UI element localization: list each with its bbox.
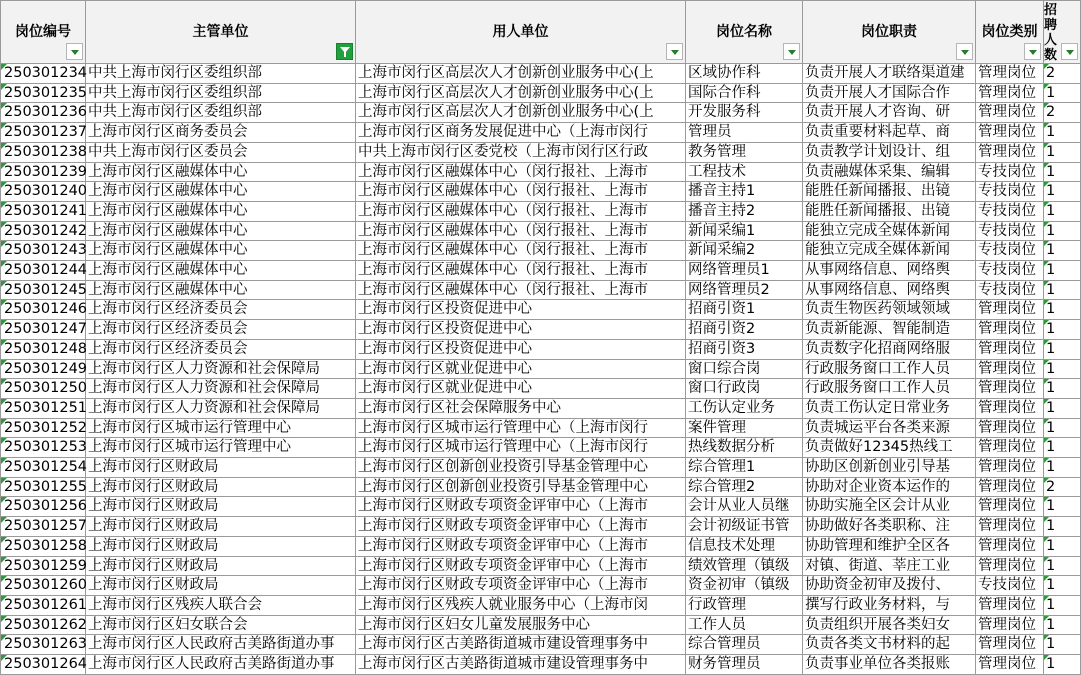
cell-post-id[interactable]: 250301255: [1, 477, 86, 497]
cell-employer[interactable]: 上海市闵行区残疾人就业服务中心（上海市闵: [356, 595, 686, 615]
cell-post-id[interactable]: 250301246: [1, 300, 86, 320]
cell-post-id[interactable]: 250301247: [1, 320, 86, 340]
cell-post-id[interactable]: 250301242: [1, 221, 86, 241]
cell-employer[interactable]: 上海市闵行区财政专项资金评审中心（上海市: [356, 556, 686, 576]
cell-supervising-unit[interactable]: 中共上海市闵行区委组织部: [86, 64, 356, 84]
cell-post-duties[interactable]: 负责数字化招商网络服: [803, 339, 976, 359]
header-label: 招聘人数: [1044, 3, 1058, 63]
cell-post-category[interactable]: 管理岗位: [976, 497, 1044, 517]
cell-hiring-count[interactable]: 1: [1044, 615, 1081, 635]
table-row[interactable]: [1, 182, 1081, 202]
table-row[interactable]: [1, 438, 1081, 458]
cell-post-duties[interactable]: 撰写行政业务材料，与: [803, 595, 976, 615]
cell-post-duties[interactable]: 行政服务窗口工作人员: [803, 359, 976, 379]
cell-hiring-count[interactable]: 1: [1044, 261, 1081, 281]
table-row[interactable]: [1, 83, 1081, 103]
cell-post-category[interactable]: 管理岗位: [976, 595, 1044, 615]
cell-post-duties[interactable]: 协助资金初审及拨付、: [803, 576, 976, 596]
cell-post-id[interactable]: 250301250: [1, 379, 86, 399]
cell-supervising-unit[interactable]: 上海市闵行区财政局: [86, 536, 356, 556]
cell-hiring-count[interactable]: 1: [1044, 221, 1081, 241]
cell-post-id[interactable]: 250301241: [1, 201, 86, 221]
table-row[interactable]: [1, 655, 1081, 675]
cell-post-duties[interactable]: 从事网络信息、网络舆: [803, 261, 976, 281]
cell-post-id[interactable]: 250301251: [1, 398, 86, 418]
cell-post-name[interactable]: 综合管理2: [686, 477, 803, 497]
cell-post-name[interactable]: 会计从业人员继: [686, 497, 803, 517]
cell-hiring-count[interactable]: 2: [1044, 103, 1081, 123]
cell-post-duties[interactable]: 从事网络信息、网络舆: [803, 280, 976, 300]
cell-post-duties[interactable]: 负责生物医药领域领域: [803, 300, 976, 320]
filter-dropdown-icon[interactable]: [1024, 43, 1041, 60]
cell-post-id[interactable]: 250301238: [1, 142, 86, 162]
cell-post-category[interactable]: 专技岗位: [976, 182, 1044, 202]
cell-employer[interactable]: 上海市闵行区财政专项资金评审中心（上海市: [356, 517, 686, 537]
cell-employer[interactable]: 上海市闵行区创新创业投资引导基金管理中心: [356, 458, 686, 478]
cell-supervising-unit[interactable]: 上海市闵行区经济委员会: [86, 320, 356, 340]
cell-post-id[interactable]: 250301253: [1, 438, 86, 458]
cell-post-id[interactable]: 250301240: [1, 182, 86, 202]
cell-hiring-count[interactable]: 1: [1044, 162, 1081, 182]
cell-hiring-count[interactable]: 1: [1044, 300, 1081, 320]
cell-post-duties[interactable]: 负责教学计划设计、组: [803, 142, 976, 162]
cell-post-category[interactable]: 专技岗位: [976, 576, 1044, 596]
cell-post-duties[interactable]: 负责各类文书材料的起: [803, 635, 976, 655]
cell-employer[interactable]: 上海市闵行区妇女儿童发展服务中心: [356, 615, 686, 635]
cell-post-name[interactable]: 综合管理员: [686, 635, 803, 655]
cell-employer[interactable]: 上海市闵行区财政专项资金评审中心（上海市: [356, 536, 686, 556]
cell-post-duties[interactable]: 能独立完成全媒体新闻: [803, 241, 976, 261]
cell-post-name[interactable]: 财务管理员: [686, 655, 803, 675]
cell-hiring-count[interactable]: 1: [1044, 339, 1081, 359]
table-row[interactable]: [1, 418, 1081, 438]
cell-post-category[interactable]: 专技岗位: [976, 162, 1044, 182]
filter-dropdown-icon[interactable]: [1061, 43, 1078, 60]
cell-supervising-unit[interactable]: 上海市闵行区城市运行管理中心: [86, 438, 356, 458]
header-label: 岗位类别: [981, 24, 1038, 40]
cell-post-duties[interactable]: 负责融媒体采集、编辑: [803, 162, 976, 182]
cell-supervising-unit[interactable]: 上海市闵行区城市运行管理中心: [86, 418, 356, 438]
cell-post-name[interactable]: 国际合作科: [686, 83, 803, 103]
cell-post-name[interactable]: 窗口行政岗: [686, 379, 803, 399]
cell-employer[interactable]: 上海市闵行区融媒体中心（闵行报社、上海市: [356, 221, 686, 241]
table-row[interactable]: [1, 320, 1081, 340]
cell-post-category[interactable]: 专技岗位: [976, 280, 1044, 300]
table-row[interactable]: [1, 398, 1081, 418]
cell-post-category[interactable]: 管理岗位: [976, 142, 1044, 162]
cell-post-category[interactable]: 管理岗位: [976, 458, 1044, 478]
cell-post-name[interactable]: 教务管理: [686, 142, 803, 162]
cell-post-id[interactable]: 250301239: [1, 162, 86, 182]
cell-supervising-unit[interactable]: 上海市闵行区经济委员会: [86, 339, 356, 359]
cell-hiring-count[interactable]: 1: [1044, 635, 1081, 655]
cell-post-id[interactable]: 250301262: [1, 615, 86, 635]
cell-supervising-unit[interactable]: 上海市闵行区财政局: [86, 517, 356, 537]
cell-hiring-count[interactable]: 1: [1044, 517, 1081, 537]
cell-employer[interactable]: 上海市闵行区就业促进中心: [356, 379, 686, 399]
cell-hiring-count[interactable]: 1: [1044, 241, 1081, 261]
filter-dropdown-icon[interactable]: [956, 43, 973, 60]
cell-supervising-unit[interactable]: 中共上海市闵行区委组织部: [86, 103, 356, 123]
cell-post-id[interactable]: 250301261: [1, 595, 86, 615]
cell-supervising-unit[interactable]: 上海市闵行区人力资源和社会保障局: [86, 379, 356, 399]
cell-post-duties[interactable]: 负责组织开展各类妇女: [803, 615, 976, 635]
cell-supervising-unit[interactable]: 上海市闵行区融媒体中心: [86, 261, 356, 281]
header-row: [1, 1, 1081, 64]
cell-employer[interactable]: 上海市闵行区投资促进中心: [356, 339, 686, 359]
table-row[interactable]: [1, 359, 1081, 379]
table-row[interactable]: [1, 221, 1081, 241]
cell-post-name[interactable]: 绩效管理（镇级: [686, 556, 803, 576]
cell-post-id[interactable]: 250301263: [1, 635, 86, 655]
cell-employer[interactable]: 上海市闵行区融媒体中心（闵行报社、上海市: [356, 201, 686, 221]
cell-employer[interactable]: 上海市闵行区古美路街道城市建设管理事务中: [356, 655, 686, 675]
table-row[interactable]: [1, 497, 1081, 517]
cell-post-name[interactable]: 播音主持2: [686, 201, 803, 221]
table-body: [1, 64, 1081, 675]
cell-post-name[interactable]: 热线数据分析: [686, 438, 803, 458]
cell-post-duties[interactable]: 能独立完成全媒体新闻: [803, 221, 976, 241]
cell-employer[interactable]: 上海市闵行区城市运行管理中心（上海市闵行: [356, 418, 686, 438]
cell-post-duties[interactable]: 负责做好12345热线工: [803, 438, 976, 458]
cell-employer[interactable]: 上海市闵行区融媒体中心（闵行报社、上海市: [356, 182, 686, 202]
cell-post-name[interactable]: 网络管理员1: [686, 261, 803, 281]
header-post-id[interactable]: [1, 1, 86, 64]
cell-post-duties[interactable]: 行政服务窗口工作人员: [803, 379, 976, 399]
cell-post-name[interactable]: 案件管理: [686, 418, 803, 438]
cell-post-id[interactable]: 250301249: [1, 359, 86, 379]
cell-post-duties[interactable]: 能胜任新闻播报、出镜: [803, 182, 976, 202]
cell-hiring-count[interactable]: 1: [1044, 497, 1081, 517]
header-label: 岗位编号: [15, 24, 71, 40]
cell-employer[interactable]: 上海市闵行区财政专项资金评审中心（上海市: [356, 576, 686, 596]
cell-post-category[interactable]: 管理岗位: [976, 418, 1044, 438]
cell-post-duties[interactable]: 协助对企业资本运作的: [803, 477, 976, 497]
cell-hiring-count[interactable]: 1: [1044, 418, 1081, 438]
cell-supervising-unit[interactable]: 上海市闵行区财政局: [86, 556, 356, 576]
cell-supervising-unit[interactable]: 上海市闵行区残疾人联合会: [86, 595, 356, 615]
cell-post-category[interactable]: 专技岗位: [976, 201, 1044, 221]
table-row[interactable]: [1, 280, 1081, 300]
table-row[interactable]: [1, 241, 1081, 261]
table-row[interactable]: [1, 576, 1081, 596]
cell-hiring-count[interactable]: 1: [1044, 536, 1081, 556]
cell-employer[interactable]: 上海市闵行区社会保障服务中心: [356, 398, 686, 418]
cell-supervising-unit[interactable]: 上海市闵行区人力资源和社会保障局: [86, 398, 356, 418]
cell-post-duties[interactable]: 负责开展人才咨询、研: [803, 103, 976, 123]
cell-supervising-unit[interactable]: 上海市闵行区妇女联合会: [86, 615, 356, 635]
cell-post-id[interactable]: 250301257: [1, 517, 86, 537]
cell-supervising-unit[interactable]: 上海市闵行区融媒体中心: [86, 241, 356, 261]
cell-post-category[interactable]: 管理岗位: [976, 635, 1044, 655]
cell-post-duties[interactable]: 负责城运平台各类来源: [803, 418, 976, 438]
cell-post-duties[interactable]: 协助做好各类职称、注: [803, 517, 976, 537]
cell-post-name[interactable]: 工作人员: [686, 615, 803, 635]
filter-dropdown-icon[interactable]: [666, 43, 683, 60]
cell-employer[interactable]: 上海市闵行区投资促进中心: [356, 320, 686, 340]
cell-post-name[interactable]: 网络管理员2: [686, 280, 803, 300]
filter-dropdown-icon[interactable]: [66, 43, 83, 60]
cell-supervising-unit[interactable]: 上海市闵行区财政局: [86, 458, 356, 478]
table-row[interactable]: [1, 379, 1081, 399]
cell-employer[interactable]: 上海市闵行区高层次人才创新创业服务中心(上: [356, 83, 686, 103]
cell-post-id[interactable]: 250301256: [1, 497, 86, 517]
cell-employer[interactable]: 上海市闵行区融媒体中心（闵行报社、上海市: [356, 241, 686, 261]
cell-post-name[interactable]: 招商引资3: [686, 339, 803, 359]
cell-employer[interactable]: 中共上海市闵行区委党校（上海市闵行区行政: [356, 142, 686, 162]
filter-active-icon[interactable]: [336, 43, 353, 60]
table-row[interactable]: [1, 201, 1081, 221]
cell-hiring-count[interactable]: 2: [1044, 477, 1081, 497]
cell-hiring-count[interactable]: 1: [1044, 123, 1081, 143]
table-row[interactable]: [1, 615, 1081, 635]
cell-post-id[interactable]: 250301252: [1, 418, 86, 438]
header-supervising-unit[interactable]: [86, 1, 356, 64]
cell-post-category[interactable]: 管理岗位: [976, 300, 1044, 320]
cell-hiring-count[interactable]: 1: [1044, 182, 1081, 202]
cell-supervising-unit[interactable]: 上海市闵行区人民政府古美路街道办事: [86, 655, 356, 675]
cell-post-name[interactable]: 行政管理: [686, 595, 803, 615]
cell-supervising-unit[interactable]: 中共上海市闵行区委组织部: [86, 83, 356, 103]
cell-supervising-unit[interactable]: 上海市闵行区融媒体中心: [86, 201, 356, 221]
cell-post-id[interactable]: 250301254: [1, 458, 86, 478]
cell-post-name[interactable]: 开发服务科: [686, 103, 803, 123]
cell-post-name[interactable]: 新闻采编1: [686, 221, 803, 241]
table-row[interactable]: [1, 595, 1081, 615]
cell-post-duties[interactable]: 负责开展人才国际合作: [803, 83, 976, 103]
cell-post-name[interactable]: 新闻采编2: [686, 241, 803, 261]
cell-post-category[interactable]: 管理岗位: [976, 83, 1044, 103]
cell-post-name[interactable]: 区域协作科: [686, 64, 803, 84]
table-row[interactable]: [1, 477, 1081, 497]
cell-hiring-count[interactable]: 1: [1044, 595, 1081, 615]
cell-hiring-count[interactable]: 1: [1044, 556, 1081, 576]
cell-post-category[interactable]: 管理岗位: [976, 123, 1044, 143]
cell-supervising-unit[interactable]: 上海市闵行区财政局: [86, 477, 356, 497]
cell-post-category[interactable]: 专技岗位: [976, 241, 1044, 261]
cell-post-id[interactable]: 250301234: [1, 64, 86, 84]
cell-hiring-count[interactable]: 1: [1044, 438, 1081, 458]
cell-hiring-count[interactable]: 1: [1044, 83, 1081, 103]
cell-hiring-count[interactable]: 1: [1044, 576, 1081, 596]
cell-post-category[interactable]: 管理岗位: [976, 379, 1044, 399]
header-post-category[interactable]: [976, 1, 1044, 64]
header-label: 用人单位: [492, 24, 549, 40]
cell-post-duties[interactable]: 负责开展人才联络渠道建: [803, 64, 976, 84]
cell-employer[interactable]: 上海市闵行区高层次人才创新创业服务中心(上: [356, 103, 686, 123]
cell-hiring-count[interactable]: 2: [1044, 64, 1081, 84]
cell-post-duties[interactable]: 协助实施全区会计从业: [803, 497, 976, 517]
cell-employer[interactable]: 上海市闵行区财政专项资金评审中心（上海市: [356, 497, 686, 517]
cell-post-id[interactable]: 250301259: [1, 556, 86, 576]
filter-dropdown-icon[interactable]: [783, 43, 800, 60]
cell-post-category[interactable]: 管理岗位: [976, 556, 1044, 576]
table-row[interactable]: [1, 635, 1081, 655]
cell-employer[interactable]: 上海市闵行区创新创业投资引导基金管理中心: [356, 477, 686, 497]
cell-post-id[interactable]: 250301237: [1, 123, 86, 143]
cell-post-duties[interactable]: 对镇、街道、莘庄工业: [803, 556, 976, 576]
cell-post-name[interactable]: 招商引资2: [686, 320, 803, 340]
cell-supervising-unit[interactable]: 上海市闵行区财政局: [86, 497, 356, 517]
cell-post-category[interactable]: 管理岗位: [976, 398, 1044, 418]
header-label: 岗位名称: [716, 24, 772, 40]
table-row[interactable]: [1, 123, 1081, 143]
cell-employer[interactable]: 上海市闵行区就业促进中心: [356, 359, 686, 379]
cell-post-id[interactable]: 250301243: [1, 241, 86, 261]
cell-post-category[interactable]: 管理岗位: [976, 359, 1044, 379]
cell-post-category[interactable]: 管理岗位: [976, 320, 1044, 340]
cell-post-id[interactable]: 250301245: [1, 280, 86, 300]
cell-post-id[interactable]: 250301235: [1, 83, 86, 103]
cell-post-name[interactable]: 工伤认定业务: [686, 398, 803, 418]
cell-employer[interactable]: 上海市闵行区融媒体中心（闵行报社、上海市: [356, 162, 686, 182]
cell-employer[interactable]: 上海市闵行区高层次人才创新创业服务中心(上: [356, 64, 686, 84]
cell-post-duties[interactable]: 负责重要材料起草、商: [803, 123, 976, 143]
cell-hiring-count[interactable]: 1: [1044, 458, 1081, 478]
cell-post-category[interactable]: 专技岗位: [976, 221, 1044, 241]
cell-post-duties[interactable]: 协助管理和维护全区各: [803, 536, 976, 556]
cell-supervising-unit[interactable]: 上海市闵行区融媒体中心: [86, 221, 356, 241]
cell-post-name[interactable]: 播音主持1: [686, 182, 803, 202]
cell-supervising-unit[interactable]: 中共上海市闵行区委员会: [86, 142, 356, 162]
table-row[interactable]: [1, 536, 1081, 556]
cell-post-duties[interactable]: 负责工伤认定日常业务: [803, 398, 976, 418]
cell-hiring-count[interactable]: 1: [1044, 201, 1081, 221]
cell-hiring-count[interactable]: 1: [1044, 320, 1081, 340]
cell-post-category[interactable]: 管理岗位: [976, 339, 1044, 359]
cell-supervising-unit[interactable]: 上海市闵行区商务委员会: [86, 123, 356, 143]
cell-post-category[interactable]: 管理岗位: [976, 536, 1044, 556]
cell-employer[interactable]: 上海市闵行区古美路街道城市建设管理事务中: [356, 635, 686, 655]
cell-hiring-count[interactable]: 1: [1044, 379, 1081, 399]
cell-hiring-count[interactable]: 1: [1044, 142, 1081, 162]
header-employer[interactable]: [356, 1, 686, 64]
cell-employer[interactable]: 上海市闵行区融媒体中心（闵行报社、上海市: [356, 261, 686, 281]
header-label: 主管单位: [192, 24, 249, 40]
cell-employer[interactable]: 上海市闵行区投资促进中心: [356, 300, 686, 320]
cell-post-name[interactable]: 综合管理1: [686, 458, 803, 478]
cell-post-category[interactable]: 专技岗位: [976, 261, 1044, 281]
cell-supervising-unit[interactable]: 上海市闵行区经济委员会: [86, 300, 356, 320]
cell-post-name[interactable]: 招商引资1: [686, 300, 803, 320]
cell-supervising-unit[interactable]: 上海市闵行区融媒体中心: [86, 162, 356, 182]
cell-post-id[interactable]: 250301248: [1, 339, 86, 359]
cell-employer[interactable]: 上海市闵行区城市运行管理中心（上海市闵行: [356, 438, 686, 458]
header-label: 岗位职责: [861, 24, 917, 40]
cell-post-category[interactable]: 管理岗位: [976, 517, 1044, 537]
cell-supervising-unit[interactable]: 上海市闵行区人力资源和社会保障局: [86, 359, 356, 379]
cell-post-id[interactable]: 250301260: [1, 576, 86, 596]
cell-supervising-unit[interactable]: 上海市闵行区融媒体中心: [86, 182, 356, 202]
table-row[interactable]: [1, 162, 1081, 182]
cell-post-id[interactable]: 250301258: [1, 536, 86, 556]
cell-post-name[interactable]: 会计初级证书管: [686, 517, 803, 537]
cell-post-name[interactable]: 信息技术处理: [686, 536, 803, 556]
header-post-duties[interactable]: [803, 1, 976, 64]
cell-post-category[interactable]: 管理岗位: [976, 64, 1044, 84]
cell-hiring-count[interactable]: 1: [1044, 359, 1081, 379]
table-row[interactable]: [1, 300, 1081, 320]
cell-employer[interactable]: 上海市闵行区融媒体中心（闵行报社、上海市: [356, 280, 686, 300]
cell-post-name[interactable]: 窗口综合岗: [686, 359, 803, 379]
table-row[interactable]: [1, 339, 1081, 359]
cell-hiring-count[interactable]: 1: [1044, 655, 1081, 675]
table-row[interactable]: [1, 103, 1081, 123]
table-row[interactable]: [1, 556, 1081, 576]
header-post-name[interactable]: [686, 1, 803, 64]
table-row[interactable]: [1, 517, 1081, 537]
cell-post-duties[interactable]: 负责新能源、智能制造: [803, 320, 976, 340]
cell-post-name[interactable]: 资金初审（镇级: [686, 576, 803, 596]
cell-hiring-count[interactable]: 1: [1044, 280, 1081, 300]
cell-post-duties[interactable]: 负责事业单位各类报账: [803, 655, 976, 675]
table-row[interactable]: [1, 261, 1081, 281]
cell-post-duties[interactable]: 协助区创新创业引导基: [803, 458, 976, 478]
header-hiring-count[interactable]: [1044, 1, 1081, 64]
cell-post-name[interactable]: 管理员: [686, 123, 803, 143]
cell-post-category[interactable]: 管理岗位: [976, 438, 1044, 458]
cell-post-id[interactable]: 250301236: [1, 103, 86, 123]
table-row[interactable]: [1, 142, 1081, 162]
cell-post-category[interactable]: 管理岗位: [976, 477, 1044, 497]
table-row[interactable]: [1, 64, 1081, 84]
cell-post-duties[interactable]: 能胜任新闻播报、出镜: [803, 201, 976, 221]
cell-supervising-unit[interactable]: 上海市闵行区财政局: [86, 576, 356, 596]
cell-post-id[interactable]: 250301264: [1, 655, 86, 675]
cell-supervising-unit[interactable]: 上海市闵行区人民政府古美路街道办事: [86, 635, 356, 655]
cell-post-category[interactable]: 管理岗位: [976, 655, 1044, 675]
cell-hiring-count[interactable]: 1: [1044, 398, 1081, 418]
cell-post-category[interactable]: 管理岗位: [976, 615, 1044, 635]
cell-employer[interactable]: 上海市闵行区商务发展促进中心（上海市闵行: [356, 123, 686, 143]
cell-post-category[interactable]: 管理岗位: [976, 103, 1044, 123]
cell-supervising-unit[interactable]: 上海市闵行区融媒体中心: [86, 280, 356, 300]
cell-post-name[interactable]: 工程技术: [686, 162, 803, 182]
table-row[interactable]: [1, 458, 1081, 478]
cell-post-id[interactable]: 250301244: [1, 261, 86, 281]
